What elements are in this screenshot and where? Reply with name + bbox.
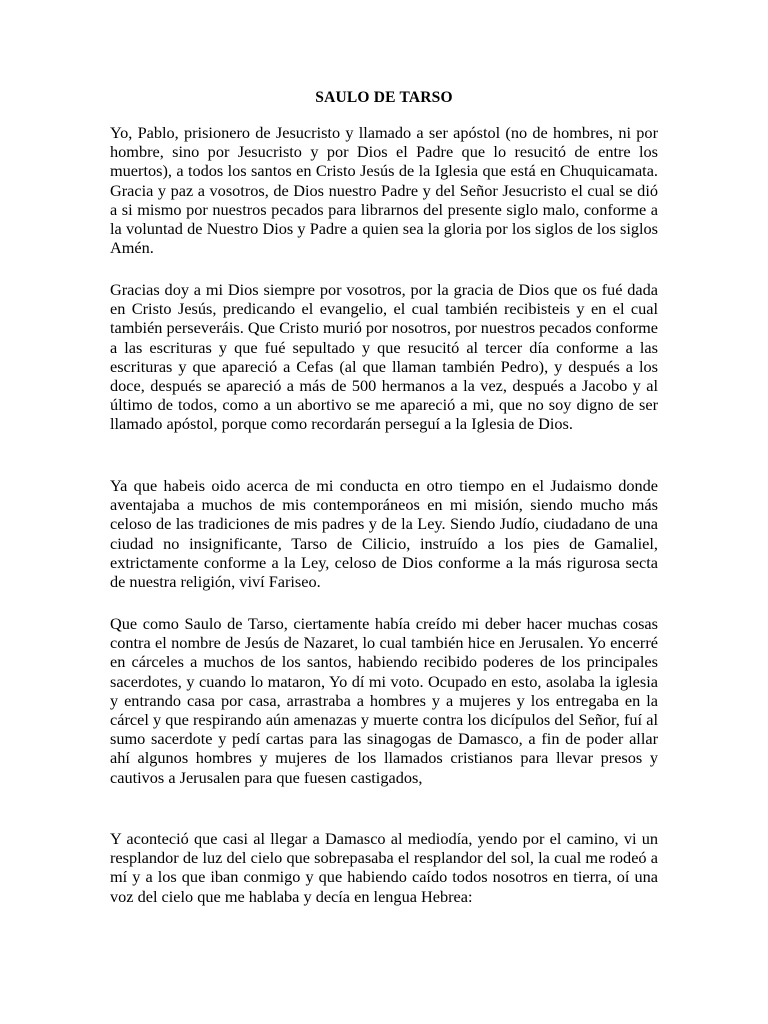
paragraph-2: Gracias doy a mi Dios siempre por vosotros, por la gracia de Dios que os fué dada en Cristo Jesús, predicando el evangelio, el cual también recibisteis y en el cual también perseveráis. Que Cristo murió por nosotros, por nuestros pecados conforme a las escrituras y que fué sepultado y que resucitó al tercer día conforme a las escrituras y que apareció a Cefas (al que llaman también Pedro), y después a los doce, después se apareció a más de 500 hermanos a la vez, después a Jacobo y al último de todos, como a un abortivo se me apareció a mi, que no soy digno de ser llamado apóstol, porque como recordarán perseguí a la Iglesia de Dios. (110, 280, 659, 434)
paragraph-3: Ya que habeis oido acerca de mi conducta en otro tiempo en el Judaismo donde aventajaba a muchos de mis contemporáneos en mi misión, siendo mucho más celoso de las tradiciones de mis padres y de la Ley. Siendo Judío, ciudadano de una ciudad no insignificante, Tarso de Cilicio, instruído a los pies de Gamaliel, extrictamente conforme a la Ley, celoso de Dios conforme a la más rigurosa secta de nuestra religión, viví Fariseo. (110, 476, 658, 592)
paragraph-5: Y aconteció que casi al llegar a Damasco al mediodía, yendo por el camino, vi un resplandor de luz del cielo que sobrepasaba el resplandor del sol, la cual me rodeó a mí y a los que iban conmigo y que habiendo caído todos nosotros en tierra, oí una voz del cielo que me hablaba y decía en lengua Hebrea: (110, 829, 658, 906)
paragraph-4: Que como Saulo de Tarso, ciertamente había creído mi deber hacer muchas cosas contra el nombre de Jesús de Nazaret, lo cual también hice en Jerusalen. Yo encerré en cárceles a muchos de los santos, habiendo recibido poderes de los principales sacerdotes, y cuando lo mataron, Yo dí mi voto. Ocupado en esto, asolaba la iglesia y entrando casa por casa, arrastraba a hombres y a mujeres y los entregaba en la cárcel y que respirando aún amenazas y muerte contra los dicípulos del Señor, fuí al sumo sacerdote y pedí cartas para las sinagogas de Damasco, a fin de poder allar ahí algunos hombres y mujeres de los llamados cristianos para llevar presos y cautivos a Jerusalen para que fuesen castigados, (110, 614, 658, 787)
paragraph-1: Yo, Pablo, prisionero de Jesucristo y llamado a ser apóstol (no de hombres, ni por hombre, sino por Jesucristo y por Dios el Padre que lo resucitó de entre los muertos), a todos los santos en Cristo Jesús de la Iglesia que está en Chuquicamata. Gracia y paz a vosotros, de Dios nuestro Padre y del Señor Jesucristo el cual se dió a si mismo por nuestros pecados para librarnos del presente siglo malo, conforme a la voluntad de Nuestro Dios y Padre a quien sea la gloria por los siglos de los siglos Amén. (110, 123, 658, 258)
page-title: SAULO DE TARSO (315, 89, 453, 106)
